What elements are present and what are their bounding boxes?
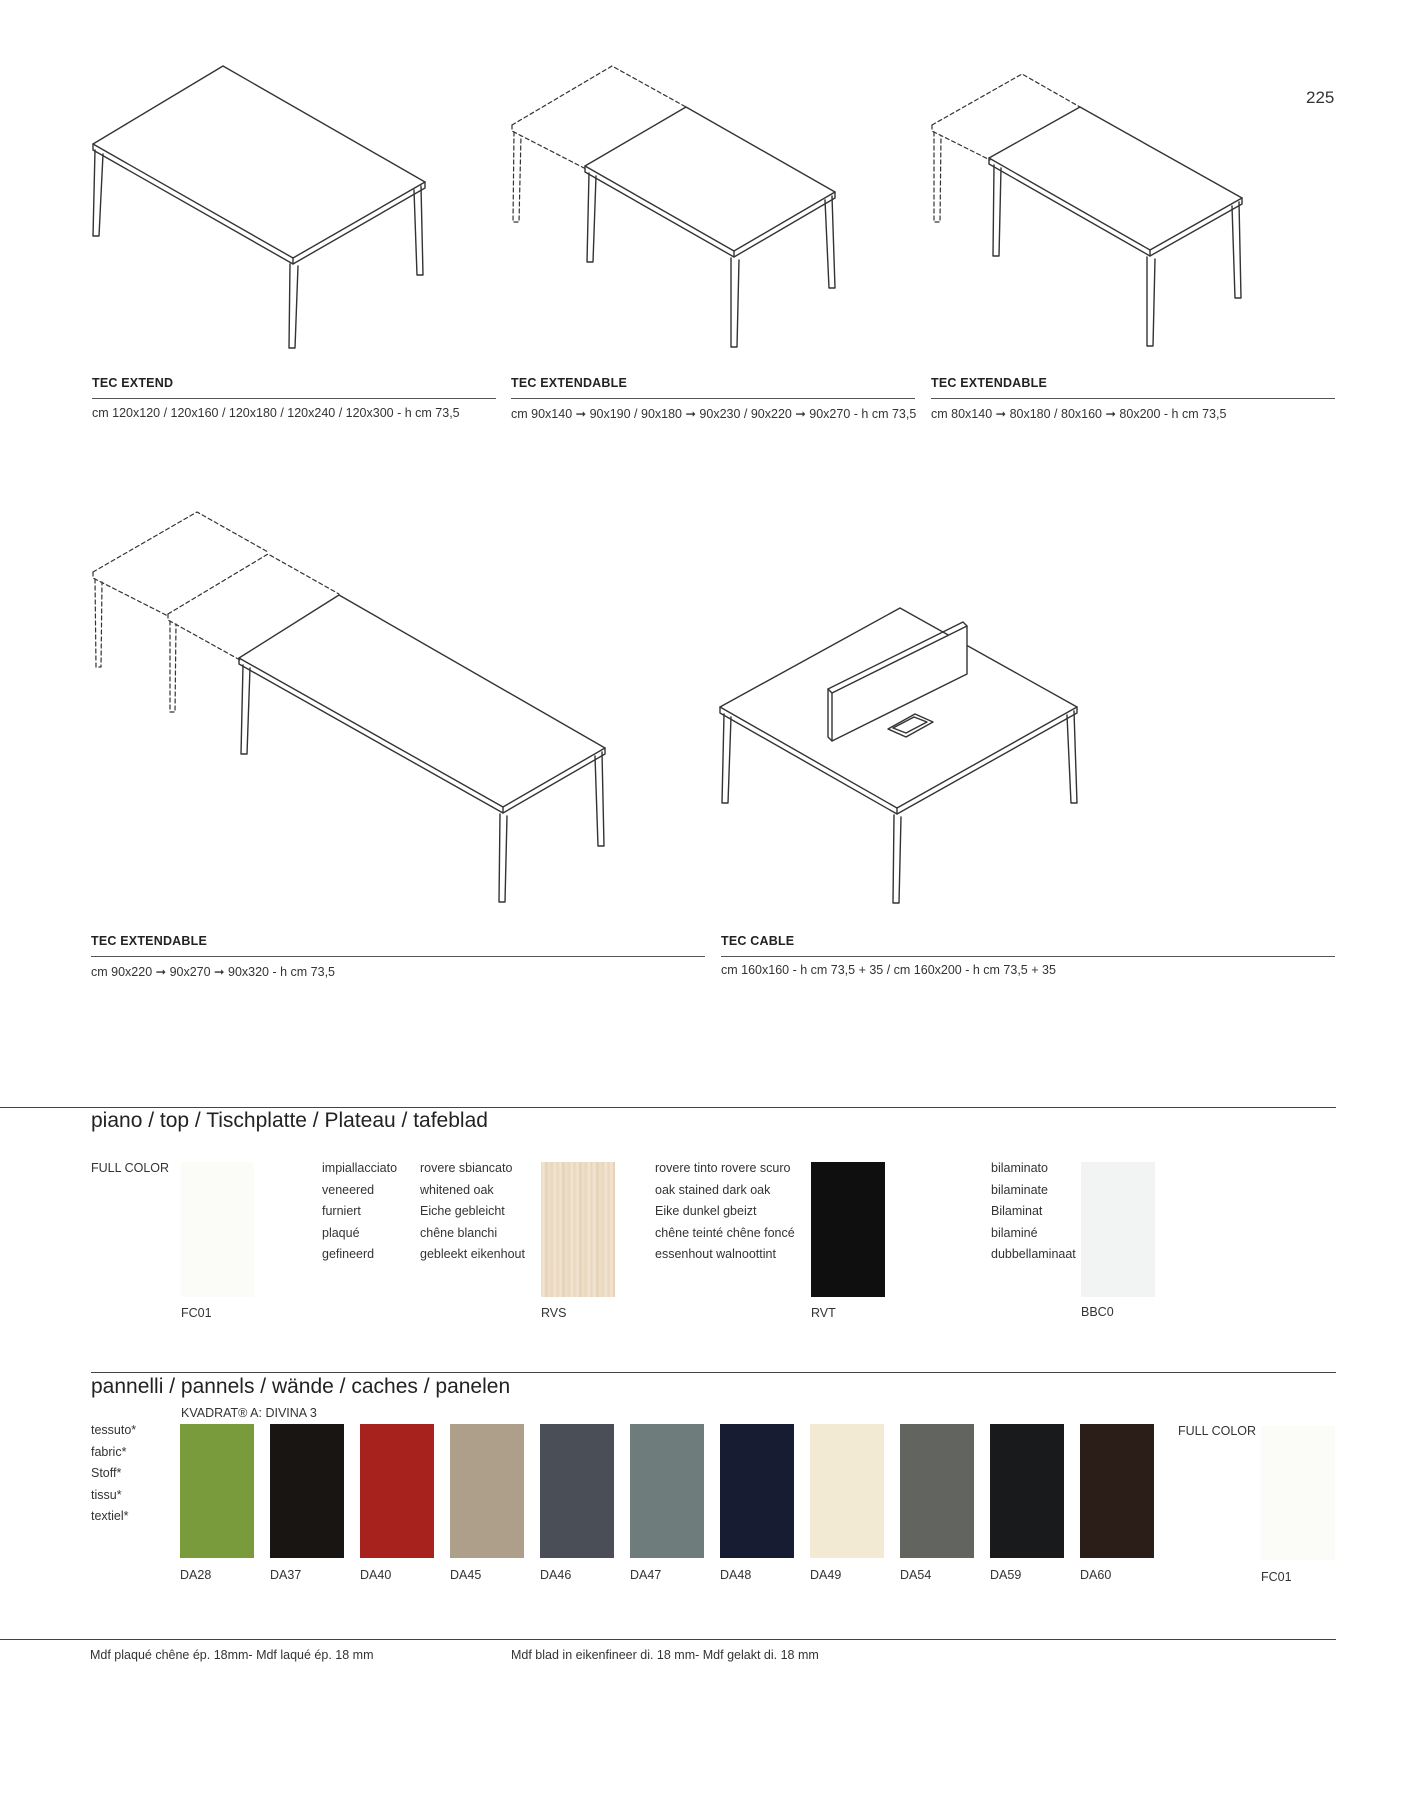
swatch-code: DA28 <box>180 1568 212 1582</box>
swatch-da40 <box>360 1424 434 1558</box>
swatch-rvt <box>811 1162 885 1297</box>
footer-note-nl: Mdf blad in eikenfineer di. 18 mm- Mdf gelakt di. 18 mm <box>511 1648 819 1662</box>
swatch-da48 <box>720 1424 794 1558</box>
product-dimensions: cm 80x140 ➞ 80x180 / 80x160 ➞ 80x200 - h cm 73,5 <box>931 407 1227 421</box>
product-divider <box>511 398 915 399</box>
product-divider <box>931 398 1335 399</box>
fabric-labels: tessuto* fabric* Stoff* tissu* textiel* <box>91 1423 137 1523</box>
swatch-code: DA59 <box>990 1568 1022 1582</box>
swatch-code: DA37 <box>270 1568 302 1582</box>
full-color-label: FULL COLOR <box>1178 1424 1257 1438</box>
full-color-label: FULL COLOR <box>91 1161 170 1175</box>
swatch-code: DA45 <box>450 1568 482 1582</box>
swatch-code: DA60 <box>1080 1568 1112 1582</box>
section-title-top: piano / top / Tischplatte / Plateau / tafeblad <box>91 1109 488 1132</box>
section-divider <box>0 1107 1336 1108</box>
product-dimensions: cm 120x120 / 120x160 / 120x180 / 120x240 / 120x300 - h cm 73,5 <box>92 406 460 420</box>
swatch-da45 <box>450 1424 524 1558</box>
section-divider <box>91 1372 1336 1373</box>
swatch-code: DA48 <box>720 1568 752 1582</box>
swatch-rvs <box>541 1162 615 1297</box>
product-title: TEC EXTENDABLE <box>931 376 1048 390</box>
dark-oak-labels: rovere tinto rovere scuro oak stained dark oak Eike dunkel gbeizt chêne teinté chêne foncé essenhout walnoottint <box>655 1161 795 1261</box>
swatch-code: DA47 <box>630 1568 662 1582</box>
product-divider <box>91 956 705 957</box>
section-title-panels: pannelli / pannels / wände / caches / panelen <box>91 1375 511 1398</box>
product-dimensions: cm 90x140 ➞ 90x190 / 90x180 ➞ 90x230 / 90x220 ➞ 90x270 - h cm 73,5 <box>511 407 917 421</box>
product-dimensions: cm 160x160 - h cm 73,5 + 35 / cm 160x200 - h cm 73,5 + 35 <box>721 963 1056 977</box>
footer-note-fr: Mdf plaqué chêne ép. 18mm- Mdf laqué ép. 18 mm <box>90 1648 374 1662</box>
swatch-da49 <box>810 1424 884 1558</box>
swatch-fc01-panel <box>1261 1426 1335 1560</box>
swatch-code: RVS <box>541 1306 567 1320</box>
swatch-code: DA40 <box>360 1568 392 1582</box>
swatch-da47 <box>630 1424 704 1558</box>
swatch-code: FC01 <box>181 1306 212 1320</box>
product-title: TEC EXTENDABLE <box>511 376 628 390</box>
swatch-code: DA46 <box>540 1568 572 1582</box>
swatch-da28 <box>180 1424 254 1558</box>
footer-divider <box>0 1639 1336 1640</box>
swatch-da59 <box>990 1424 1064 1558</box>
laminate-labels: bilaminato bilaminate Bilaminat bilaminé dubbellaminaat <box>991 1161 1076 1261</box>
swatch-da54 <box>900 1424 974 1558</box>
fabric-brand: KVADRAT® A: DIVINA 3 <box>181 1406 317 1420</box>
product-divider <box>721 956 1335 957</box>
product-divider <box>92 398 496 399</box>
swatch-da37 <box>270 1424 344 1558</box>
product-title: TEC EXTEND <box>92 376 174 390</box>
swatch-da46 <box>540 1424 614 1558</box>
swatch-code: DA54 <box>900 1568 932 1582</box>
swatch-fc01 <box>181 1162 254 1297</box>
product-title: TEC EXTENDABLE <box>91 934 208 948</box>
veneer-labels: impiallacciato veneered furniert plaqué gefineerd <box>322 1161 398 1261</box>
swatch-code: DA49 <box>810 1568 842 1582</box>
swatch-da60 <box>1080 1424 1154 1558</box>
swatch-code: RVT <box>811 1306 836 1320</box>
swatch-bbc0 <box>1081 1162 1155 1297</box>
product-title: TEC CABLE <box>721 934 795 948</box>
swatch-code: BBC0 <box>1081 1305 1114 1319</box>
whitened-oak-labels: rovere sbiancato whitened oak Eiche gebleicht chêne blanchi gebleekt eikenhout <box>420 1161 525 1261</box>
product-dimensions: cm 90x220 ➞ 90x270 ➞ 90x320 - h cm 73,5 <box>91 965 336 979</box>
swatch-code: FC01 <box>1261 1570 1292 1584</box>
page-number: 225 <box>1306 88 1335 107</box>
